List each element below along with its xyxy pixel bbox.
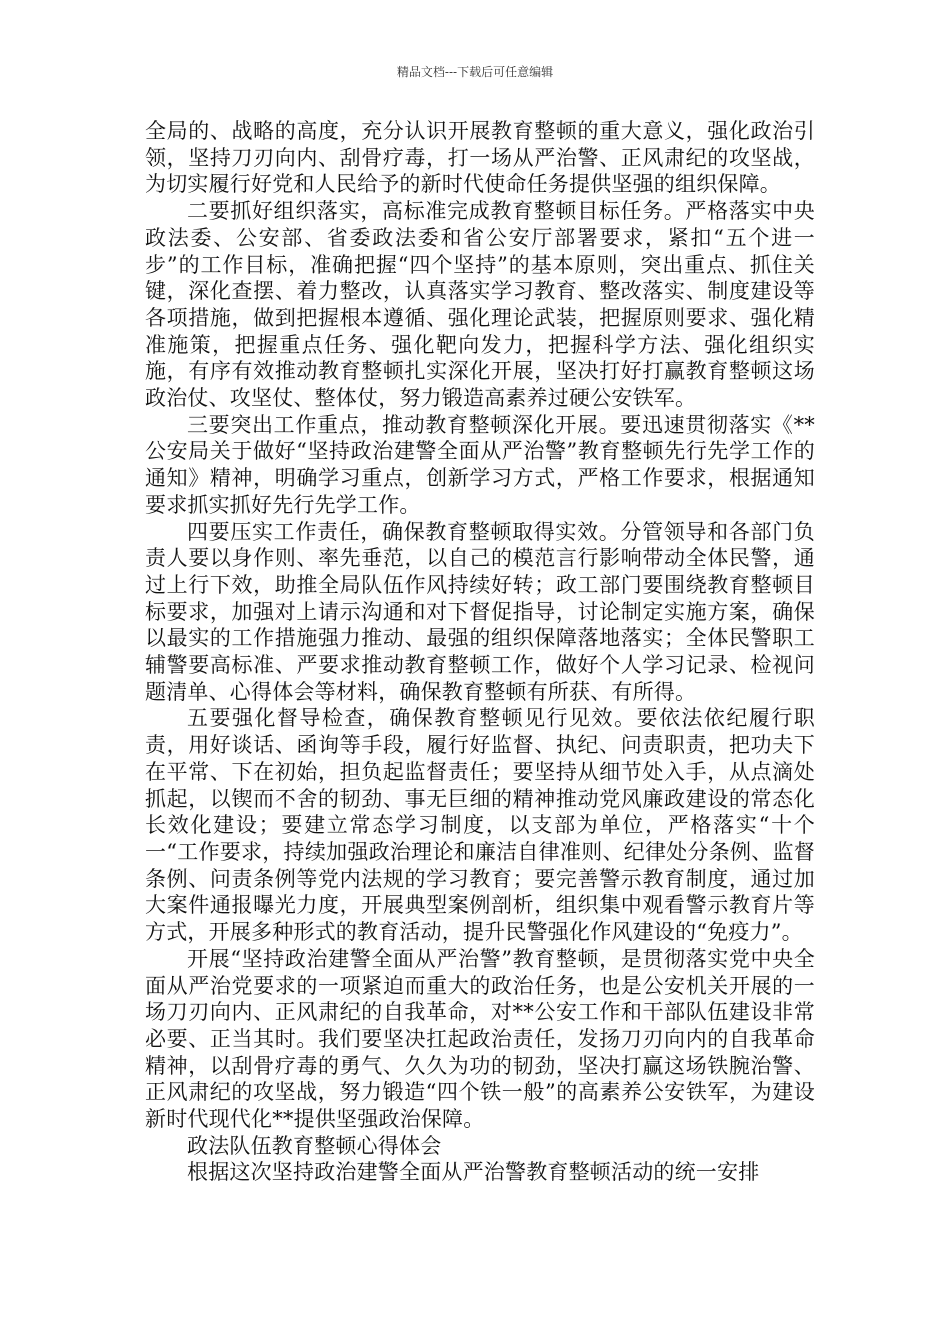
paragraph-4: 四要压实工作责任，确保教育整顿取得实效。分管领导和各部门负责人要以身作则、率先垂范，以自己的模范言行影响带动全体民警，通过上行下效，助推全局队伍作风持续好转；政工部门要围绕教育整顿目标要求，加强对上请示沟通和对下督促指导，讨论制定实施方案，确保以最实的工作措施强力推动、最强的组织保障落地落实；全体民警职工辅警要高标准、严要求推动教育整顿工作，做好个人学习记录、检视问题清单、心得体会等材料，确保教育整顿有所获、有所得。 bbox=[145, 519, 815, 704]
header-note: 精品文档---下载后可任意编辑 bbox=[396, 65, 554, 79]
paragraph-3: 三要突出工作重点，推动教育整顿深化开展。要迅速贯彻落实《**公安局关于做好“坚持政治建警全面从严治警”教育整顿先行先学工作的通知》精神，明确学习重点，创新学习方式，严格工作要求，根据通知要求抓实抓好先行先学工作。 bbox=[145, 412, 815, 517]
document-body bbox=[145, 118, 815, 1186]
paragraph-6: 开展“坚持政治建警全面从严治警”教育整顿，是贯彻落实党中央全面从严治党要求的一项紧迫而重大的政治任务，也是公安机关开展的一场刀刃向内、正风肃纪的自我革命，对**公安工作和干部队伍建设非常必要、正当其时。我们要坚决扛起政治责任，发扬刀刃向内的自我革命精神，以刮骨疗毒的勇气、久久为功的韧劲，坚决打赢这场铁腕治警、正风肃纪的攻坚战，努力锻造“四个铁一般”的高素养公安铁军，为建设新时代现代化**提供坚强政治保障。 bbox=[145, 946, 815, 1132]
section-heading: 政法队伍教育整顿心得体会 bbox=[187, 1133, 442, 1158]
paragraph-5: 五要强化督导检查，确保教育整顿见行见效。要依法依纪履行职责，用好谈话、函询等手段，履行好监督、执纪、问责职责，把功夫下在平常、下在初始，担负起监督责任；要坚持从细节处入手，从点滴处抓起，以锲而不舍的韧劲、事无巨细的精神推动党风廉政建设的常态化长效化建设；要建立常态学习制度，以支部为单位，严格落实“十个一“工作要求，持续加强政治理论和廉洁自律准则、纪律处分条例、监督条例、问责条例等党内法规的学习教育；要完善警示教育制度，通过加大案件通报曝光力度，开展典型案例剖析，组织集中观看警示教育片等方式，开展多种形式的教育活动，提升民警强化作风建设的“免疫力”。 bbox=[145, 706, 815, 945]
paragraph-7: 根据这次坚持政治建警全面从严治警教育整顿活动的统一安排 bbox=[187, 1160, 760, 1185]
paragraph-1: 全局的、战略的高度，充分认识开展教育整顿的重大意义，强化政治引领，坚持刀刃向内、刮骨疗毒，打一场从严治警、正风肃纪的攻坚战，为切实履行好党和人民给予的新时代使命任务提供坚强的组织保障。 bbox=[145, 119, 815, 197]
paragraph-2: 二要抓好组织落实，高标准完成教育整顿目标任务。严格落实中央政法委、公安部、省委政法委和省公安厅部署要求，紧扣“五个进一步”的工作目标，准确把握“四个坚持”的基本原则，突出重点、抓住关键，深化查摆、着力整改，认真落实学习教育、整改落实、制度建设等各项措施，做到把握根本遵循、强化理论武装，把握原则要求、强化精准施策，把握重点任务、强化靶向发力，把握科学方法、强化组织实施，有序有效推动教育整顿扎实深化开展，坚决打好打赢教育整顿这场政治仗、攻坚仗、整体仗，努力锻造高素养过硬公安铁军。 bbox=[145, 199, 815, 411]
